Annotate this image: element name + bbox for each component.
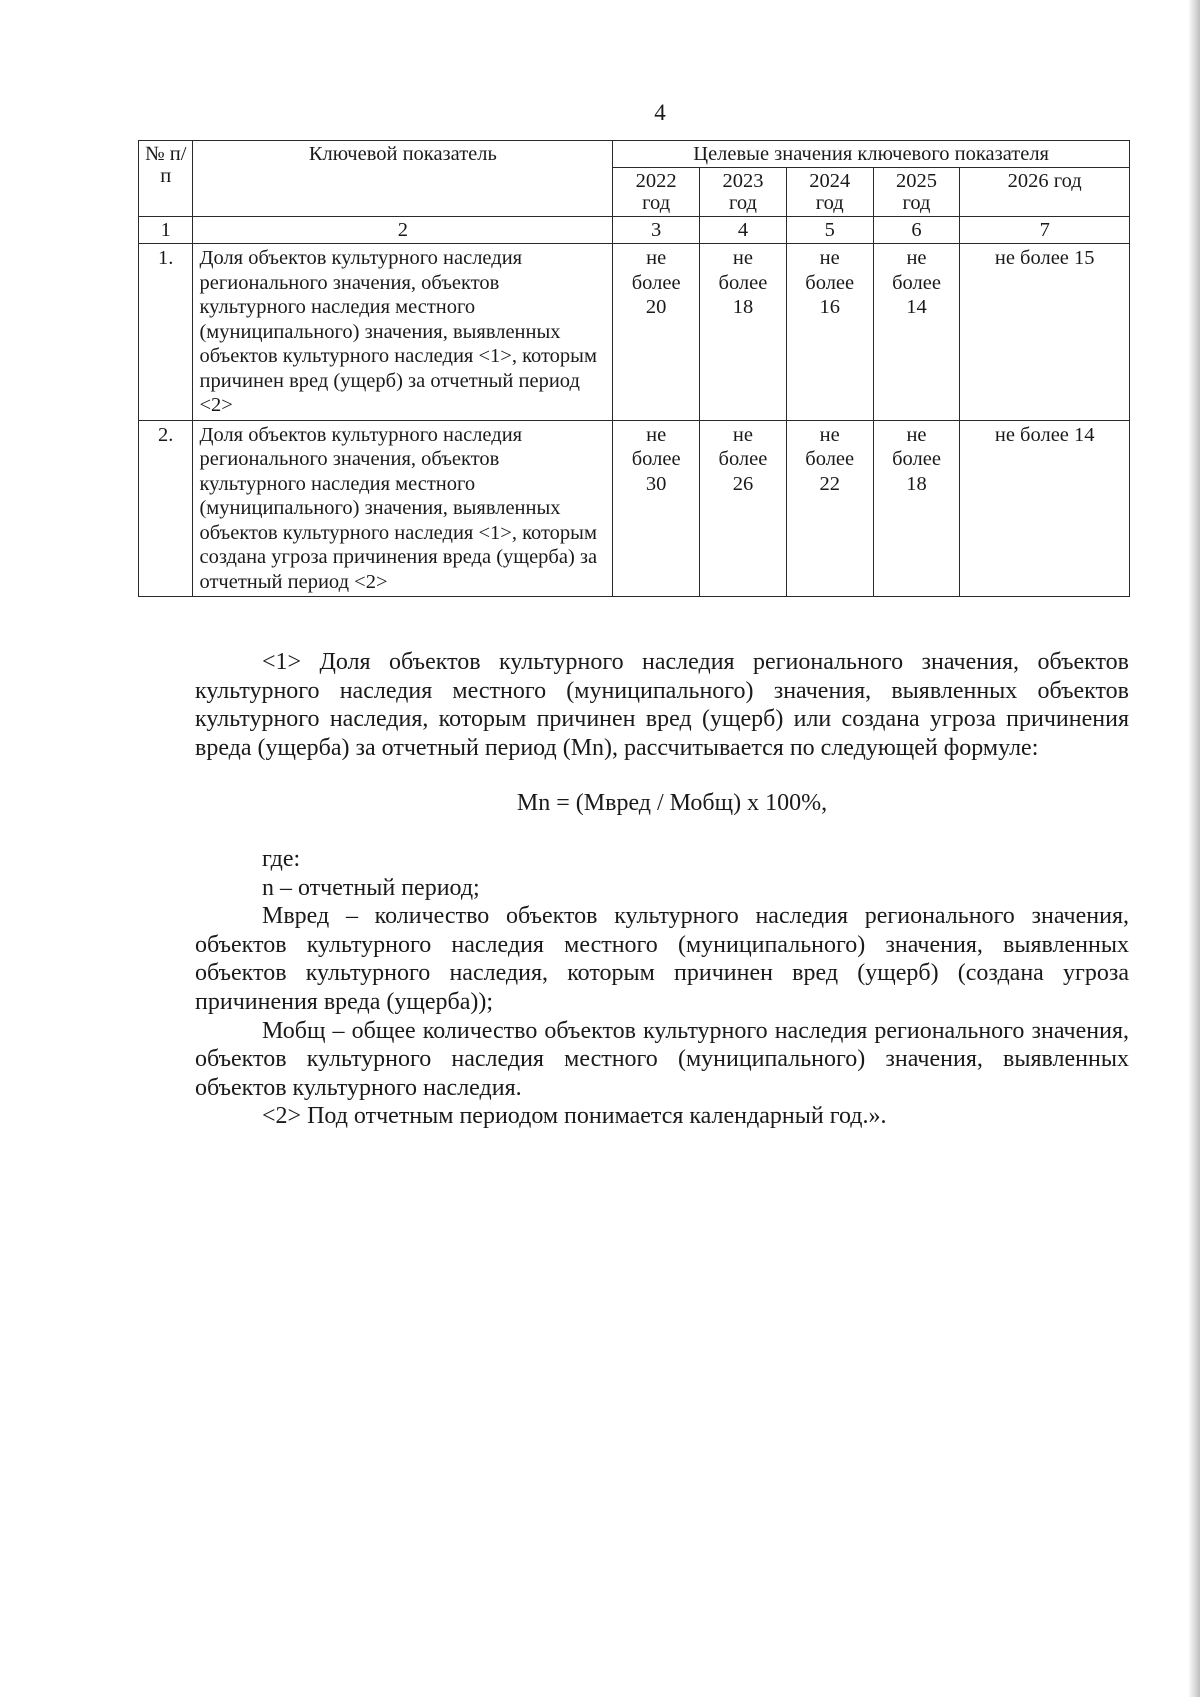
header-year: 2022 год [613, 168, 700, 217]
row-value: не более 22 [786, 420, 873, 597]
header-year: 2023 год [700, 168, 787, 217]
row-value: не более 14 [873, 244, 960, 421]
row-indicator: Доля объектов культурного наследия регионального значения, объектов культурного наследия местного (муниципального) значения, выявленных объектов культурного наследия <1>, которым создана угроза причинения вреда (ущерба) за отчетный период <2> [193, 420, 613, 597]
header-targets: Целевые значения ключевого показателя [613, 141, 1130, 168]
page-number: 4 [654, 100, 666, 125]
header-year: 2026 год [960, 168, 1130, 217]
row-value: не более 30 [613, 420, 700, 597]
where-label: где: [262, 845, 301, 872]
row-value: не более 15 [960, 244, 1130, 421]
row-indicator: Доля объектов культурного наследия регионального значения, объектов культурного наследия местного (муниципального) значения, выявленных объектов культурного наследия <1>, которым причинен вред (ущерб) за отчетный период <2> [193, 244, 613, 421]
row-value: не более 26 [700, 420, 787, 597]
row-value: не более 18 [700, 244, 787, 421]
index-cell: 4 [700, 217, 787, 244]
row-value: не более 16 [786, 244, 873, 421]
row-number: 2. [139, 420, 193, 597]
header-indicator: Ключевой показатель [193, 141, 613, 217]
row-number: 1. [139, 244, 193, 421]
footnotes-section [195, 648, 1129, 1131]
index-cell: 5 [786, 217, 873, 244]
note2-paragraph: <2> Под отчетным периодом понимается календарный год.». [262, 1103, 887, 1130]
row-value: не более 18 [873, 420, 960, 597]
table-index-row [139, 217, 1130, 244]
index-cell: 3 [613, 217, 700, 244]
formula: Mn = (Мвред / Мобщ) x 100%, [516, 790, 828, 817]
table-header-row [139, 141, 1130, 168]
index-cell: 1 [139, 217, 193, 244]
scan-edge-shadow [1188, 0, 1200, 1697]
key-indicators-table [138, 140, 1130, 597]
header-no: № п/п [139, 141, 193, 217]
note1-paragraph: <1> Доля объектов культурного наследия регионального значения, объектов культурного наследия местного (муниципального) значения, выявленных объектов культурного наследия, которым причинен вред (ущерб) или создана угроза причинения вреда (ущерба) за отчетный период (Mn), рассчитывается по следующей формуле: [195, 649, 1129, 761]
index-cell: 6 [873, 217, 960, 244]
header-year: 2024 год [786, 168, 873, 217]
definition-n: n – отчетный период; [262, 874, 480, 901]
definition-mvred: Мвред – количество объектов культурного наследия регионального значения, объектов культурного наследия местного (муниципального) значения, выявленных объектов культурного наследия, которым причинен вред (ущерб) (создана угроза причинения вреда (ущерба)); [195, 903, 1129, 1015]
index-cell: 2 [193, 217, 613, 244]
row-value: не более 14 [960, 420, 1130, 597]
index-cell: 7 [960, 217, 1130, 244]
header-year: 2025 год [873, 168, 960, 217]
row-value: не более 20 [613, 244, 700, 421]
definition-mobsh: Мобщ – общее количество объектов культурного наследия регионального значения, объектов культурного наследия местного (муниципального) значения, выявленных объектов культурного наследия. [195, 1017, 1129, 1101]
table-row [139, 244, 1130, 421]
table-row [139, 420, 1130, 597]
